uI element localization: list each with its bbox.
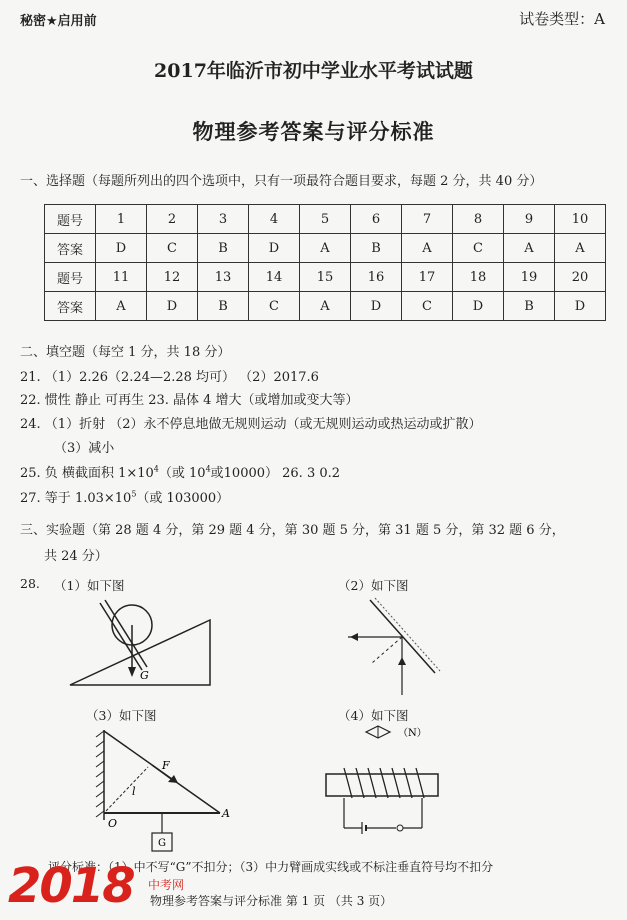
scoring-note: 评分标准：（1）中不写“G”不扣分；（3）中力臂画成实线或不标注垂直符号均不扣分 xyxy=(48,860,494,874)
table-cell: 16 xyxy=(351,263,402,292)
label-f: F xyxy=(162,759,170,772)
table-cell: B xyxy=(198,234,249,263)
table-cell: 1 xyxy=(96,205,147,234)
q27: 27. 等于 $1.03\times 10^5$（或 103000） xyxy=(20,489,230,506)
fig4-label: （4）如下图 xyxy=(338,708,409,723)
table-cell: 12 xyxy=(147,263,198,292)
table-cell: A xyxy=(555,234,606,263)
table-cell: D xyxy=(147,292,198,321)
table-cell: A xyxy=(96,292,147,321)
watermark-logo: 2018 xyxy=(8,858,134,914)
table-cell: A xyxy=(402,234,453,263)
table-cell: A xyxy=(300,234,351,263)
table-cell: 8 xyxy=(453,205,504,234)
table-row xyxy=(45,234,606,263)
section1-heading: 一、选择题（每题所列出的四个选项中，只有一项最符合题目要求，每题 2 分，共 40 分） xyxy=(20,174,543,189)
watermark-site: 中考网 xyxy=(148,878,185,892)
table-cell: C xyxy=(402,292,453,321)
label-g: G xyxy=(140,669,149,682)
paper-type: 试卷类型：A xyxy=(519,10,605,28)
table-cell: 9 xyxy=(504,205,555,234)
table-cell: 6 xyxy=(351,205,402,234)
table-cell: D xyxy=(351,292,402,321)
section3-heading: 三、实验题（第 28 题 4 分，第 29 题 4 分，第 30 题 5 分，第 31 题 5 分，第 32 题 6 分， xyxy=(20,523,565,538)
label-a: A xyxy=(222,807,230,820)
row-header-cell: 题号 xyxy=(45,205,96,234)
figure-solenoid xyxy=(322,722,452,837)
row-header-cell: 答案 xyxy=(45,234,96,263)
table-row xyxy=(45,263,606,292)
table-cell: 10 xyxy=(555,205,606,234)
table-row xyxy=(45,205,606,234)
table-cell: 3 xyxy=(198,205,249,234)
table-cell: A xyxy=(504,234,555,263)
secret-label: 秘密★启用前 xyxy=(20,14,97,29)
table-cell: 2 xyxy=(147,205,198,234)
section3-heading-cont: 共 24 分） xyxy=(44,549,108,564)
fig3-label: （3）如下图 xyxy=(86,708,157,723)
q24b: （3）减小 xyxy=(54,441,115,456)
q25-26: 25. 负 横截面积 $1\times 10^4$（或 $10^4$或10000） 26. 3 0.2 xyxy=(20,464,341,481)
q22-23: 22. 惯性 静止 可再生 23. 晶体 4 增大（或增加或变大等） xyxy=(20,393,359,408)
table-cell: C xyxy=(147,234,198,263)
table-cell: 17 xyxy=(402,263,453,292)
table-cell: D xyxy=(96,234,147,263)
table-cell: 19 xyxy=(504,263,555,292)
page-footer: 物理参考答案与评分标准 第 1 页 （共 3 页） xyxy=(150,894,393,908)
figure-mirror xyxy=(340,595,450,700)
table-cell: 4 xyxy=(249,205,300,234)
table-cell: 18 xyxy=(453,263,504,292)
table-cell: 14 xyxy=(249,263,300,292)
fig2-label: （2）如下图 xyxy=(338,578,409,593)
table-cell: 7 xyxy=(402,205,453,234)
table-cell: D xyxy=(555,292,606,321)
figure-lever xyxy=(92,725,242,855)
q28-number: 28. xyxy=(20,576,40,591)
section2-heading: 二、填空题（每空 1 分，共 18 分） xyxy=(20,345,231,360)
figure-incline-ball xyxy=(60,595,220,690)
table-cell: A xyxy=(300,292,351,321)
table-cell: B xyxy=(504,292,555,321)
row-header-cell: 答案 xyxy=(45,292,96,321)
table-cell: C xyxy=(249,292,300,321)
table-cell: 13 xyxy=(198,263,249,292)
label-g-box: G xyxy=(158,838,166,849)
table-cell: D xyxy=(249,234,300,263)
fig1-label: （1）如下图 xyxy=(54,578,125,593)
table-row xyxy=(45,292,606,321)
table-cell: B xyxy=(351,234,402,263)
table-cell: C xyxy=(453,234,504,263)
exam-title: 2017年临沂市初中学业水平考试试题 xyxy=(154,60,473,82)
label-n: （N） xyxy=(398,728,427,739)
label-o: O xyxy=(108,817,118,830)
page-title: 物理参考答案与评分标准 xyxy=(192,119,435,144)
q24a: 24. （1）折射 （2）永不停息地做无规则运动（或无规则运动或热运动或扩散） xyxy=(20,417,482,432)
row-header-cell: 题号 xyxy=(45,263,96,292)
q21: 21. （1）2.26（2.24—2.28 均可） （2）2017.6 xyxy=(20,370,319,385)
answer-table xyxy=(44,204,606,321)
table-cell: 11 xyxy=(96,263,147,292)
table-cell: 15 xyxy=(300,263,351,292)
table-cell: 5 xyxy=(300,205,351,234)
table-cell: B xyxy=(198,292,249,321)
label-l: l xyxy=(132,785,136,798)
table-cell: D xyxy=(453,292,504,321)
table-cell: 20 xyxy=(555,263,606,292)
